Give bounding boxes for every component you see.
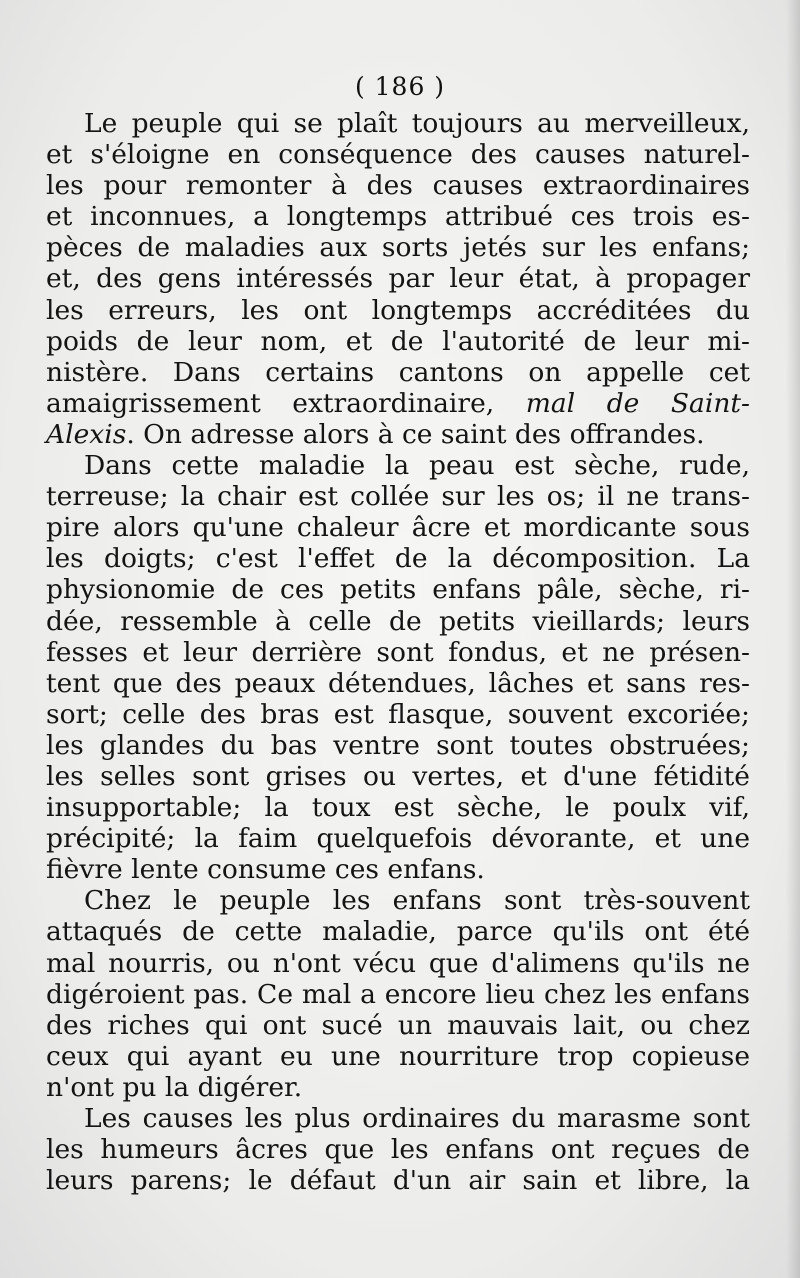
text-line: les humeurs âcres que les enfans ont reçues de	[46, 1134, 750, 1166]
text-line: fièvre lente consume ces enfans.	[46, 854, 485, 886]
text-line: Chez le peuple les enfans sont très-souvent	[84, 885, 750, 917]
text-line: les glandes du bas ventre sont toutes obstruées;	[46, 729, 750, 761]
text-span: amaigrissement extraordinaire,	[46, 387, 526, 419]
text-line: les selles sont grises ou vertes, et d'une fétidité	[46, 760, 750, 792]
text-line: n'ont pu la digérer.	[46, 1071, 303, 1103]
body-text	[46, 108, 750, 1196]
text-line: fesses et leur derrière sont fondus, et ne présen-	[46, 636, 750, 668]
text-line: mal nourris, ou n'ont vécu que d'alimens qu'ils ne	[46, 947, 750, 979]
text-line: digéroient pas. Ce mal a encore lieu chez les enfans	[46, 978, 750, 1010]
paragraph-3	[46, 885, 750, 1103]
page-number: ( 186 )	[354, 72, 446, 101]
text-line: les erreurs, les ont longtemps accréditées du	[46, 294, 750, 326]
text-line: dée, ressemble à celle de petits vieillards; leurs	[46, 605, 750, 637]
paragraph-4	[46, 1103, 750, 1196]
text-line: attaqués de cette maladie, parce qu'ils ont été	[46, 916, 750, 948]
page-gutter-shadow	[786, 0, 800, 1278]
text-line: leurs parens; le défaut d'un air sain et libre, la	[46, 1165, 750, 1197]
italic-term: mal de Saint-	[525, 387, 750, 419]
text-line: et, des gens intéressés par leur état, à propager	[46, 263, 750, 295]
text-line: les doigts; c'est l'effet de la décomposition. La	[46, 543, 750, 575]
text-line: les pour remonter à des causes extraordinaires	[46, 170, 750, 202]
text-line-mixed	[46, 388, 750, 419]
text-line: et inconnues, a longtemps attribué ces trois es-	[46, 201, 750, 233]
text-line: tent que des peaux détendues, lâches et sans res-	[46, 667, 750, 699]
text-line: précipité; la faim quelquefois dévorante, et une	[46, 823, 750, 855]
text-line: terreuse; la chair est collée sur les os; il ne trans-	[46, 481, 750, 513]
text-line: insupportable; la toux est sèche, le poulx vif,	[46, 792, 750, 824]
text-line: physionomie de ces petits enfans pâle, sèche, ri-	[46, 574, 750, 606]
paragraph-1	[46, 108, 750, 450]
text-line-mixed	[46, 419, 750, 450]
text-line: Les causes les plus ordinaires du marasme sont	[84, 1103, 750, 1134]
text-line: sort; celle des bras est flasque, souvent excoriée;	[46, 698, 750, 730]
text-line: et s'éloigne en conséquence des causes naturel-	[46, 139, 750, 171]
text-line: poids de leur nom, et de l'autorité de leur mi-	[46, 325, 750, 357]
text-line: Le peuple qui se plaît toujours au merveilleux,	[84, 108, 750, 139]
text-line: pire alors qu'une chaleur âcre et mordicante sous	[46, 512, 750, 544]
italic-term: Alexis	[46, 418, 127, 450]
text-line: Dans cette maladie la peau est sèche, rude,	[84, 450, 750, 482]
paragraph-2	[46, 450, 750, 885]
text-line: ceux qui ayant eu une nourriture trop copieuse	[46, 1040, 750, 1072]
text-line: nistère. Dans certains cantons on appelle cet	[46, 356, 750, 388]
text-span: . On adresse alors à ce saint des offrandes.	[126, 418, 705, 450]
text-line: des riches qui ont sucé un mauvais lait, ou chez	[46, 1009, 750, 1041]
text-line: pèces de maladies aux sorts jetés sur les enfans;	[46, 232, 750, 264]
